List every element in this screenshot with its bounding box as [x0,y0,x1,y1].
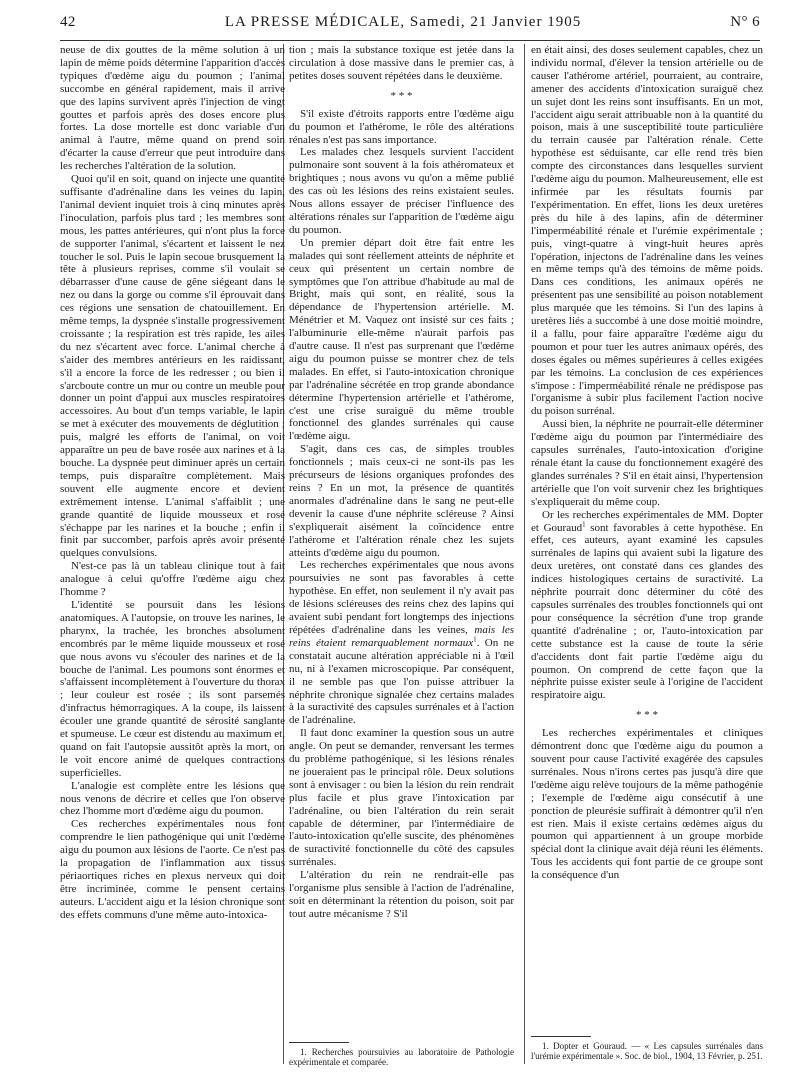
paragraph: L'altération du rein ne rendrait-elle pas l'organisme plus sensible à l'action de l'adrénaline, soit en déterminant la rétention du poison, soit par tout autre mécanisme ? S'il [289,869,514,920]
paragraph: S'agit, dans ces cas, de simples troubles fonctionnels ; mais ceux-ci ne sont-ils pas les précurseurs de lésions organiques profondes des reins ? En un mot, la présence de quantités anormales d'adrénaline dans le sang ne peut-elle devenir la cause d'une néphrite scléreuse ? Ainsi s'expliquerait aisément la coïncidence entre l'athérome et l'altération rénale chez les sujets atteints d'œdème aigu du poumon. [289,443,514,559]
paragraph: L'analogie est complète entre les lésions que nous venons de décrire et celles que l'on observe chez l'homme mort d'œdème aigu du poumon. [60,779,285,818]
paragraph: Quoi qu'il en soit, quand on injecte une quantité suffisante d'adrénaline dans les veines du lapin, l'animal devient inquiet trois à cinq minutes après l'inoculation, parfois plus tard ; les membres sont mous, les pattes antérieures, qui n'ont plus la force de supporter l'animal, s'écartent et laissent le nez toucher le sol. Puis le lapin secoue brusquement la tête à plusieurs reprises, comme s'il voulait se débarrasser d'une cause de gêne siégeant dans le nez ou dans la gorge ou comme s'il éprouvait dans ces régions une sensation de chatouillement. En même temps, la dyspnée s'installe progressivement croissante ; la respiration est très rapide, les ailes du nez s'écartent avec force. L'animal cherche à s'aider des membres antérieurs en les raidissant, s'il a encore la force de les redresser ; ou bien il s'arcboute contre un mur ou contre un meuble pour donner un point d'appui aux muscles respiratoires accessoires. Au bout d'un temps variable, le lapin se met à exécuter des mouvements de déglutition ; puis, malgré les efforts de l'animal, on voit apparaître un peu de bave rosée aux narines et à la bouche. La dyspnée peut diminuer après un certain temps, puis disparaître complètement. Mais souvent elle augmente encore et devient extrêmement intense. L'animal s'affaiblit ; une grande quantité de liquide mousseux et rosé s'échappe par les narines et la bouche ; enfin il finit par succomber, parfois après avoir présenté quelques convulsions. [60,173,285,560]
paragraph: S'il existe d'étroits rapports entre l'œdème aigu du poumon et l'athérome, le rôle des altérations rénales n'est pas sans importance. [289,107,514,146]
header-rule [60,40,760,41]
footnote: 1. Recherches poursuivies au laboratoire de Pathologie expérimentale et comparée. [289,1047,514,1067]
paragraph: Les recherches expérimentales et cliniques démontrent donc que l'œdème aigu du poumon a souvent pour cause l'activité exagérée des capsules surrénales. Nous n'irons certes pas jusqu'à dire que l'œdème aigu relève toujours de la même pathogénie ; l'exemple de l'œdème aigu consécutif à une ponction de pleurésie suffirait à démontrer qu'il n'en est rien. Mais il existe certains œdèmes aigus du poumon qui appartiennent à un groupe morbide spécial dont la clinique avait déjà réuni les éléments. Tous les accidents qui font partie de ce groupe sont la conséquence d'un [531,727,763,882]
footnote-block [289,1034,514,1067]
footnote-rule [531,1036,591,1037]
paragraph: N'est-ce pas là un tableau clinique tout à fait analogue à celui qu'offre l'œdème aigu chez l'homme ? [60,560,285,599]
footnote-rule [289,1042,349,1043]
paragraph: Les malades chez lesquels survient l'accident pulmonaire sont souvent à la fois athéromateux et brightiques ; nous avons vu qu'on a même publié des cas où les lésions des reins existaient seules. Nous allons essayer de préciser l'influence des altérations rénales sur l'apparition de l'œdème aigu du poumon. [289,146,514,236]
issue-number: N° 6 [730,14,760,30]
section-separator: * * * [636,709,658,722]
paragraph: Aussi bien, la néphrite ne pourrait-elle déterminer l'œdème aigu du poumon par l'intermédiaire des capsules surrénales, l'auto-intoxication d'origine rénale étant la cause du fonctionnement exagéré des glandes surrénales ? S'il en était ainsi, l'hypertension artérielle que l'on voit survenir chez les brightiques s'expliquerait du même coup. [531,418,763,508]
paragraph: Il faut donc examiner la question sous un autre angle. On peut se demander, renversant les termes du problème pathogénique, si les lésions rénales ne joueraient pas le principal rôle. Deux solutions sont à envisager : ou bien la lésion du rein rendrait plus facile et plus grave l'intoxication par l'adrénaline, ou bien l'altération du rein serait capable de déterminer, par l'intermédiaire de l'auto-intoxication qu'elle suscite, des phénomènes de suractivité fonctionnelle du côté des capsules surrénales. [289,727,514,869]
paragraph: Un premier départ doit être fait entre les malades qui sont réellement atteints de néphrite et ceux qui présentent un certain nombre de symptômes que l'on attribue d'habitude au mal de Bright, mais qui sont, en réalité, sous la dépendance de l'hypertension artérielle. M. Ménétrier et M. Vaquez ont insisté sur ces faits ; l'albuminurie elle-même n'aurait parfois pas d'autre cause. Il n'est pas surprenant que l'œdème aigu du poumon puisse se montrer chez de tels malades. En effet, si l'auto-intoxication chronique par l'adrénaline sécrétée en trop grande abondance détermine l'hypertension artérielle et l'athérome, c'est une crise suraiguë du même trouble fonctionnel des glandes surrénales qui cause l'œdème aigu. [289,236,514,443]
page-header [60,14,760,38]
footnote-ref: 1 [582,519,586,528]
journal-title: LA PRESSE MÉDICALE, Samedi, 21 Janvier 1905 [224,14,582,30]
paragraph: en était ainsi, des doses seulement capables, chez un individu normal, d'élever la tension artérielle ou de causer l'athérome artériel, pourraient, au contraire, amener des accidents d'intoxication suraiguë chez un sujet dont les reins sont insuffisants. En un mot, l'accident aigu serait attribuable non à la quantité du poison, mais à une susceptibilité toute particulière du terrain causée par l'altération rénale. Cette hypothèse est séduisante, car elle rend très bien compte des circonstances dans lesquelles survient l'œdème aigu du poumon. Malheureusement, elle est infirmée par les résultats fournis par l'expérimentation. En effet, lions les deux uretères près du hile à des lapins, afin de déterminer l'imperméabilité rénale et l'urémie expérimentale ; puis, vingt-quatre à vingt-huit heures après l'opération, injectons de l'adrénaline dans les veines en même temps qu'à des témoins de même poids. Dans ces conditions, les animaux opérés ne présentent pas une sensibilité au poison notablement plus marquée que les témoins. Si l'un des lapins à uretères liés a succombé à une dose moitié moindre, il a fallu, pour faire apparaître l'œdème aigu du poumon et pour tuer les autres animaux opérés, des doses égales ou mêmes supérieures à celles exigées par les témoins. La conclusion de ces expériences s'impose : l'imperméabilité rénale ne prédispose pas l'organisme à subir plus facilement l'action nocive du poison surrénal. [531,44,763,418]
column-divider [524,44,525,1064]
text-run: Les recherches expérimentales que nous avons poursuivies ne sont pas favorables à cette hypothèse. En effet, non seulement il n'y avait pas de lésions scléreuses des reins chez des lapins qui avaient subi pendant fort longtemps des injections répétées d'adrénaline dans les veines, [289,559,514,636]
page-number: 42 [60,14,76,30]
paragraph: tion ; mais la substance toxique est jetée dans la circulation à dose massive dans le premier cas, à petites doses souvent répétées dans le deuxième. [289,44,514,82]
footnote-ref: 1 [473,635,477,644]
section-separator: * * * [390,89,413,102]
text-run: sont favorables à cette hypothèse. En effet, ces auteurs, ayant examiné les capsules surrénales de lapins qui avaient subi la ligature des deux uretères, ont constaté dans ces glandes des indices histologiques certains de suractivité. La néphrite pourrait donc déterminer du côté des capsules surrénales des troubles fonctionnels qui ont pour conséquence la sécrétion d'une trop grande quantité d'adrénaline ; or, l'auto-intoxication par cette substance est la cause de toute la série d'accidents dont fait partie l'œdème aigu du poumon. On comprend de cette façon que la néphrite puisse exister seule à l'origine de l'accident respiratoire aigu. [531,521,763,702]
text-run: . On ne constatait aucune altération appréciable ni à l'œil nu, ni à l'examen microscopique. Par conséquent, il ne semble pas que l'on puisse attribuer la néphrite chronique signalée chez certains malades à la suractivité des capsules surrénales et à l'action de l'adrénaline. [289,636,514,727]
footnote-block [531,1028,763,1061]
paragraph: neuse de dix gouttes de la même solution à un lapin de même poids détermine l'apparition d'accès typiques d'œdème aigu du poumon ; l'animal succombe en général rapidement, mais il arrive que des lapins survivent après l'injection de vingt gouttes et parfois après des doses encore plus fortes. La dose mortelle est donc variable d'un animal à l'autre, même quand on prend soin d'écarter la cause d'erreur que peut introduire dans les recherches l'altération de la solution. [60,44,285,173]
column-2 [289,44,514,1074]
paragraph [531,509,763,703]
emphasis-text: mais les reins étaient remarquablement normaux [289,623,514,649]
paragraph: L'identité se poursuit dans les lésions anatomiques. A l'autopsie, on trouve les narines, le pharynx, la trachée, les bronches absolument encombrés par le même liquide mousseux et rosé que nous avons vu s'écouler des narines et de la bouche de l'animal. Les poumons sont énormes et s'affaissent incomplètement à l'ouverture du thorax ; leur couleur est rosée ; ils sont parsemés d'infractus hémorragiques. A la coupe, ils laissent écouler une grande quantité de sérosité sanglante et spumeuse. Le cœur est distendu au maximum et, quand on fait l'autopsie aussitôt après la mort, on le voit encore animé de quelques contractions superficielles. [60,598,285,779]
text-run: Or les recherches expérimentales de MM. Dopter et Gouraud [531,508,763,534]
column-3 [531,44,763,1074]
column-1 [60,44,285,1074]
paragraph: Ces recherches expérimentales nous font comprendre le lien pathogénique qui unit l'œdème aigu du poumon aux lésions de l'aorte. Ce n'est pas la propagation de l'inflammation aux tissus périaortiques riches en plexus nerveux qui doit être incriminée, comme le pensent certains auteurs. L'accident aigu et la lésion chronique sont des effets communs d'une même auto-intoxica- [60,818,285,921]
paragraph [289,559,514,727]
footnote: 1. Dopter et Gouraud. — « Les capsules surrénales dans l'urémie expérimentale ». Soc. de biol., 1904, 13 Février, p. 251. [531,1041,763,1061]
